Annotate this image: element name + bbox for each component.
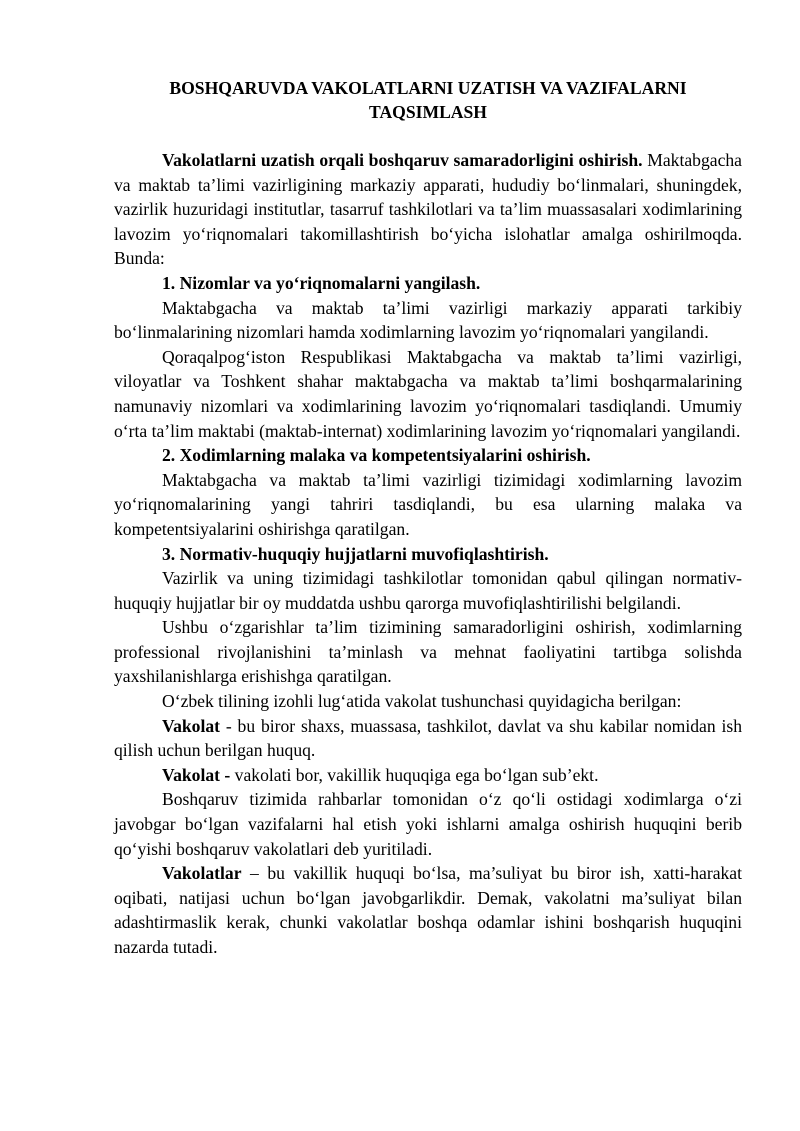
section-heading-2: 2. Xodimlarning malaka va kompetentsiyalarini oshirish. [162, 445, 591, 466]
paragraph-6: O‘zbek tilining izohli lug‘atida vakolat tushunchasi quyidagicha berilgan: [162, 691, 682, 712]
definition-2-text: vakolati bor, vakillik huquqiga ega bo‘lgan sub’ekt. [230, 764, 599, 785]
paragraph-7: Boshqaruv tizimida rahbarlar tomonidan o‘z qo‘li ostidagi xodimlarga o‘zi javobgar bo‘lgan vazifalarni hal etish yoki ishlarni amalga oshirish huquqini berib qo‘yishi boshqaruv vakolatlari deb yuritiladi. [114, 789, 742, 859]
document-body [114, 76, 742, 960]
section-heading-3: 3. Normativ-huquqiy hujjatlarni muvofiqlashtirish. [162, 543, 549, 564]
definition-2-term: Vakolat - [162, 764, 231, 785]
section-heading-1: 1. Nizomlar va yo‘riqnomalarni yangilash. [162, 272, 481, 293]
document-title [114, 76, 742, 124]
definition-3-text: – bu vakillik huquqi bo‘lsa, ma’suliyat bu biror ish, xatti-harakat oqibati, natijasi uchun bo‘lgan javobgarlikdir. Demak, vakolatni ma’suliyat bilan adashtirmaslik kerak, chunki vakolatlar boshqa odamlar ishini boshqarish huquqini nazarda tutadi. [114, 863, 742, 957]
paragraph-4: Vazirlik va uning tizimidagi tashkilotlar tomonidan qabul qilingan normativ-huquqiy hujjatlar bir oy muddatda ushbu qarorga muvofiqlashtirilishi belgilandi. [114, 568, 742, 613]
definition-2 [114, 763, 742, 788]
intro-paragraph [114, 148, 742, 271]
definition-1-term: Vakolat [162, 715, 221, 736]
definition-3-term: Vakolatlar [162, 863, 242, 884]
intro-bold-lead: Vakolatlarni uzatish orqali boshqaruv samaradorligini oshirish. [162, 150, 643, 170]
title-line-1: BOSHQARUVDA VAKOLATLARNI UZATISH VA VAZIFALARNI [169, 78, 687, 98]
paragraph-5: Ushbu o‘zgarishlar ta’lim tizimining samaradorligini oshirish, xodimlarning professional rivojlanishini ta’minlash va mehnat faoliyatini tartibga solishda yaxshilanishlarga erishishga qaratilgan. [114, 617, 742, 687]
title-line-2: TAQSIMLASH [369, 102, 487, 122]
definition-1-text: - bu biror shaxs, muassasa, tashkilot, davlat va shu kabilar nomidan ish qilish uchun berilgan huquq. [114, 715, 742, 761]
paragraph-3: Maktabgacha va maktab ta’limi vazirligi tizimidagi xodimlarning lavozim yo‘riqnomalarining yangi tahriri tasdiqlandi, bu esa ularning malaka va kompetentsiyalarini oshirishga qaratilgan. [114, 469, 742, 539]
paragraph-2: Qoraqalpog‘iston Respublikasi Maktabgacha va maktab ta’limi vazirligi, viloyatlar va Toshkent shahar maktabgacha va maktab ta’limi boshqarmalarining namunaviy nizomlari va xodimlarining lavozim yo‘riqnomalari tasdiqlandi. Umumiy o‘rta ta’lim maktabi (maktab-internat) xodimlarining lavozim yo‘riqnomalari yangilandi. [114, 346, 742, 441]
definition-3 [114, 861, 742, 959]
definition-1 [114, 714, 742, 763]
intro-text: Maktabgacha va maktab ta’limi vazirligining markaziy apparati, hududiy bo‘linmalari, shuningdek, vazirlik huzuridagi institutlar, tasarruf tashkilotlari va ta’lim muassasalari xodimlarining lavozim yo‘riqnomalari takomillashtirish bo‘yicha islohatlar amalga oshirilmoqda. Bunda: [114, 150, 742, 269]
paragraph-1: Maktabgacha va maktab ta’limi vazirligi markaziy apparati tarkibiy bo‘linmalarining nizomlari hamda xodimlarning lavozim yo‘riqnomalari yangilandi. [114, 297, 742, 343]
